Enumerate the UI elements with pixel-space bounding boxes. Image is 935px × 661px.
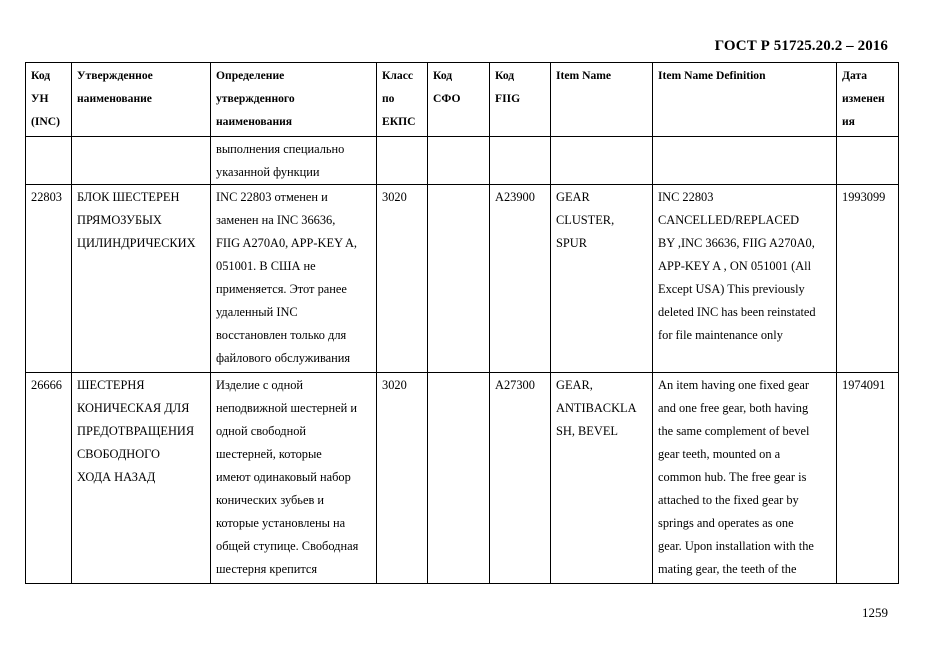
document-header: ГОСТ Р 51725.20.2 – 2016 [714,38,888,54]
cell-approved-name: ШЕСТЕРНЯ КОНИЧЕСКАЯ ДЛЯ ПРЕДОТВРАЩЕНИЯ СВОБОДНОГО ХОДА НАЗАД [72,373,211,584]
cell-inc-code: 26666 [26,373,72,584]
table-cell: выполнения специально указанной функции [211,137,377,185]
header-change-date: Дата изменен ия [837,63,899,137]
table-cell [428,137,490,185]
cell-change-date: 1993099 [837,185,899,373]
cell-sfo-code [428,373,490,584]
table-cell [551,137,653,185]
table-cell [26,137,72,185]
table-cell [837,137,899,185]
table-cell [490,137,551,185]
header-inc-code: Код УН (INC) [26,63,72,137]
table-row-continuation [26,137,899,185]
cell-fiig-code: A27300 [490,373,551,584]
table-cell [653,137,837,185]
cell-definition: Изделие с одной неподвижной шестерней и одной свободной шестерней, которые имеют одинаковый набор конических зубьев и которые установлены на общей ступице. Свободная шестерня крепится [211,373,377,584]
table-row [26,373,899,584]
cell-ekps-class: 3020 [377,373,428,584]
cell-inc-code: 22803 [26,185,72,373]
table-cell [72,137,211,185]
cell-item-name-definition: An item having one fixed gear and one free gear, both having the same complement of bevel gear teeth, mounted on a common hub. The free gear is attached to the fixed gear by springs and operates as one gear. Upon installation with the mating gear, the teeth of the [653,373,837,584]
table-header-row [26,63,899,137]
cell-change-date: 1974091 [837,373,899,584]
cell-fiig-code: A23900 [490,185,551,373]
header-definition: Определение утвержденного наименования [211,63,377,137]
cell-item-name: GEAR CLUSTER, SPUR [551,185,653,373]
header-sfo-code: Код СФО [428,63,490,137]
header-fiig-code: Код FIIG [490,63,551,137]
cell-ekps-class: 3020 [377,185,428,373]
table-row [26,185,899,373]
cell-item-name-definition: INC 22803 CANCELLED/REPLACED BY ,INC 36636, FIIG A270A0, APP-KEY A , ON 051001 (All Except USA) This previously deleted INC has been reinstated for file maintenance only [653,185,837,373]
header-item-name: Item Name [551,63,653,137]
cell-approved-name: БЛОК ШЕСТЕРЕН ПРЯМОЗУБЫХ ЦИЛИНДРИЧЕСКИХ [72,185,211,373]
table-cell [377,137,428,185]
header-item-name-definition: Item Name Definition [653,63,837,137]
header-approved-name: Утвержденное наименование [72,63,211,137]
cell-sfo-code [428,185,490,373]
cell-item-name: GEAR, ANTIBACKLA SH, BEVEL [551,373,653,584]
data-table [25,62,899,584]
page-number: 1259 [862,605,888,620]
header-ekps-class: Класс по ЕКПС [377,63,428,137]
cell-definition: INC 22803 отменен и заменен на INC 36636, FIIG A270A0, APP-KEY A, 051001. В США не применяется. Этот ранее удаленный INC восстановлен только для файлового обслуживания [211,185,377,373]
